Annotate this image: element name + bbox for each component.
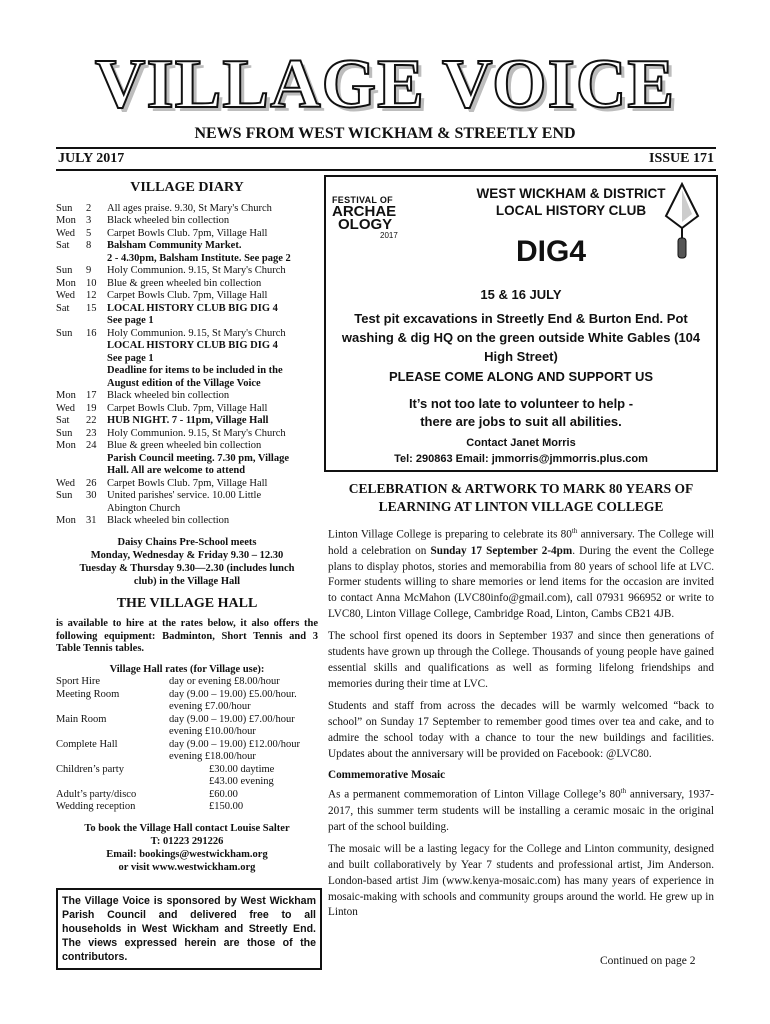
- issue-bar: [56, 147, 716, 171]
- booking-line: Email: bookings@westwickham.org: [106, 848, 268, 860]
- diary-date: 22: [86, 415, 97, 426]
- rate-price: £150.00: [209, 801, 244, 812]
- booking-line: or visit www.westwickham.org: [118, 861, 256, 873]
- diary-text: Carpet Bowls Club. 7pm, Village Hall: [107, 227, 268, 239]
- diary-day: [56, 353, 86, 366]
- diary-text: HUB NIGHT. 7 - 11pm, Village Hall: [107, 415, 269, 426]
- diary-text: Carpet Bowls Club. 7pm, Village Hall: [107, 402, 268, 414]
- diary-day: Sun: [56, 265, 73, 276]
- diary-text: Holy Communion. 9.15, St Mary's Church: [107, 265, 286, 276]
- diary-entry: [56, 465, 318, 478]
- diary-day: [56, 453, 86, 466]
- diary-entry: [56, 515, 318, 528]
- rate-row: [56, 701, 318, 714]
- article-paragraph: Linton Village College is preparing to celebrate its 80th anniversary. The College will hold a celebration on Sunday 17 September 2-4pm. During the event the College plans to display photos, stories and memorabilia from 80 years of school life at LVC. Former students willing to share memories or lend items for the occasion are invited to contact Anna McMahon (LVC80info@gmail.com), call 07931 966952 or write to LVC80, Linton Village College, Cambridge Road, Linton, Cambs CB21 4JB.: [328, 527, 714, 621]
- diary-text: See page 1: [107, 315, 154, 326]
- diary-date: 24: [86, 440, 97, 451]
- diary-date: 2: [86, 202, 92, 214]
- diary-day: Sat: [56, 240, 70, 251]
- diary-day: Sat: [56, 415, 70, 426]
- article-subheading: Commemorative Mosaic: [328, 769, 446, 782]
- article-heading: CELEBRATION & ARTWORK TO MARK 80 YEARS OF LEARNING AT LINTON VILLAGE COLLEGE: [348, 481, 694, 514]
- diary-entry: [56, 253, 318, 266]
- rate-row: [56, 714, 318, 727]
- diary-list: [56, 203, 318, 528]
- rate-row: [56, 739, 318, 752]
- diary-entry: [56, 503, 318, 516]
- trowel-icon: [658, 182, 706, 262]
- hall-intro: is available to hire at the rates below, it also offers the following equipment: Badminton, Short Tennis and 3 Table Tennis tables.: [56, 618, 318, 654]
- diary-entry: [56, 328, 318, 341]
- diary-entry: [56, 303, 318, 316]
- diary-entry: [56, 215, 318, 228]
- rate-price: £30.00 daytime: [209, 763, 275, 775]
- issue-month: JULY 2017: [58, 151, 125, 166]
- booking-line: To book the Village Hall contact Louise Salter: [84, 822, 290, 834]
- diary-date: 23: [86, 427, 97, 439]
- diary-entry: [56, 403, 318, 416]
- diary-text: Holy Communion. 9.15, St Mary's Church: [107, 427, 286, 439]
- diary-date: [86, 365, 107, 378]
- rates-heading: Village Hall rates (for Village use):: [109, 663, 265, 675]
- club-name: WEST WICKHAM & DISTRICT LOCAL HISTORY CLUB: [476, 186, 666, 218]
- rate-price: day (9.00 – 19.00) £12.00/hour: [169, 738, 300, 750]
- diary-text: 2 - 4.30pm, Balsham Institute. See page 2: [107, 252, 291, 264]
- diary-date: 30: [86, 490, 97, 501]
- diary-day: [56, 365, 86, 378]
- diary-day: Sun: [56, 427, 73, 439]
- festival-of-archaeology-logo: FESTIVAL OF ARCHAE OLOGY 2017: [332, 195, 398, 240]
- diary-entry: [56, 315, 318, 328]
- diary-entry: [56, 228, 318, 241]
- diary-entry: [56, 290, 318, 303]
- diary-entry: [56, 378, 318, 391]
- diary-entry: [56, 203, 318, 216]
- daisy-chains-notice: [56, 536, 318, 588]
- diary-date: [86, 315, 107, 328]
- diary-text: Blue & green wheeled bin collection: [107, 277, 262, 289]
- rate-row: [56, 801, 318, 814]
- diary-entry: [56, 490, 318, 503]
- diary-day: [56, 315, 86, 328]
- daisy-line: Daisy Chains Pre-School meets: [117, 536, 257, 548]
- diary-date: 8: [86, 240, 92, 251]
- diary-date: [86, 353, 107, 366]
- diary-text: Parish Council meeting. 7.30 pm, Village: [107, 452, 289, 464]
- rates-list: [56, 676, 318, 814]
- diary-entry: [56, 440, 318, 453]
- rate-price: £43.00 evening: [209, 776, 274, 787]
- rate-price: evening £10.00/hour: [169, 726, 256, 737]
- diary-text: All ages praise. 9.30, St Mary's Church: [107, 202, 272, 214]
- rate-item: [56, 726, 169, 739]
- article-paragraph: As a permanent commemoration of Linton Village College’s 80th anniversary, 1937- 2017, this summer term students will be installing a ceramic mosaic in the original part of the school building.: [328, 787, 714, 833]
- diary-date: 10: [86, 277, 97, 289]
- article-body: [328, 524, 714, 927]
- diary-date: [86, 453, 107, 466]
- diary-text: Hall. All are welcome to attend: [107, 465, 246, 476]
- dig-volunteer: It’s not too late to volunteer to help - there are jobs to suit all abilities.: [408, 396, 634, 429]
- rate-item: Main Room: [56, 713, 107, 725]
- diary-text: Abington Church: [107, 502, 181, 514]
- left-column: [56, 178, 318, 874]
- diary-entry: [56, 265, 318, 278]
- article-paragraph: The mosaic will be a lasting legacy for the College and Linton community, designed and built collaboratively by Year 7 students and professional artist, Jim Anderson. London-based artist Jim (www.kenya-mosaic.com) has many years of experience in mosaic-making with schools and community groups around the world. He grew up in Linton: [328, 842, 714, 919]
- sponsor-box: The Village Voice is sponsored by West Wickham Parish Council and delivered free to all households in West Wickham and Streetly End. The views expressed herein are those of the contributors.: [56, 888, 322, 970]
- diary-text: Black wheeled bin collection: [107, 215, 230, 226]
- diary-day: Mon: [56, 515, 76, 526]
- diary-date: 9: [86, 265, 92, 276]
- rate-price: day (9.00 – 19.00) £7.00/hour: [169, 713, 295, 725]
- masthead-title: VILLAGE VOICE: [94, 46, 676, 123]
- diary-date: [86, 503, 107, 516]
- diary-text: August edition of the Village Voice: [107, 377, 261, 389]
- diary-entry: [56, 340, 318, 353]
- diary-date: [86, 340, 107, 353]
- diary-entry: [56, 390, 318, 403]
- diary-text: Carpet Bowls Club. 7pm, Village Hall: [107, 290, 268, 301]
- daisy-line: club) in the Village Hall: [133, 575, 241, 587]
- diary-date: 3: [86, 215, 92, 226]
- dig-dates: 15 & 16 JULY: [480, 287, 562, 302]
- diary-day: [56, 503, 86, 516]
- diary-date: 5: [86, 227, 92, 239]
- hall-heading: THE VILLAGE HALL: [116, 595, 258, 611]
- rate-item: Wedding reception: [56, 801, 136, 812]
- diary-entry: [56, 365, 318, 378]
- dig-call-to-action: PLEASE COME ALONG AND SUPPORT US: [388, 369, 654, 384]
- diary-day: Mon: [56, 215, 76, 226]
- diary-date: 17: [86, 390, 97, 401]
- rate-item: [56, 776, 169, 789]
- rate-item: Adult’s party/disco: [56, 788, 137, 800]
- rate-item: [56, 701, 169, 714]
- diary-day: Wed: [56, 477, 75, 489]
- booking-info: [56, 822, 318, 874]
- diary-text: Blue & green wheeled bin collection: [107, 440, 262, 451]
- rate-item: [56, 751, 169, 764]
- diary-day: Sun: [56, 327, 73, 339]
- diary-day: Mon: [56, 277, 76, 289]
- diary-text: LOCAL HISTORY CLUB BIG DIG 4: [107, 302, 278, 314]
- diary-day: Sat: [56, 302, 70, 314]
- diary-text: United parishes' service. 10.00 Little: [107, 490, 262, 501]
- rate-row: [56, 751, 318, 764]
- dig-box: [324, 175, 718, 472]
- article-paragraph: The school first opened its doors in September 1937 and since then generations of students have grown up through the College. Thousands of young people have gained essential skills and qualifications as well as forming lifelong friendships and memories during their time at LVC.: [328, 630, 714, 690]
- daisy-line: Tuesday & Thursday 9.30—2.30 (includes lunch: [79, 562, 295, 574]
- diary-date: [86, 378, 107, 391]
- rate-row: [56, 726, 318, 739]
- diary-text: Black wheeled bin collection: [107, 515, 230, 526]
- diary-entry: [56, 478, 318, 491]
- diary-date: 12: [86, 290, 97, 301]
- dig-title: DIG4: [515, 235, 587, 268]
- diary-text: Carpet Bowls Club. 7pm, Village Hall: [107, 477, 268, 489]
- diary-day: Sun: [56, 202, 73, 214]
- diary-text: Balsham Community Market.: [107, 240, 242, 251]
- diary-date: [86, 253, 107, 266]
- diary-day: [56, 340, 86, 353]
- rate-item: Meeting Room: [56, 688, 120, 700]
- rate-price: £60.00: [209, 788, 238, 800]
- diary-entry: [56, 428, 318, 441]
- diary-day: Sun: [56, 490, 73, 501]
- dig-contact: Contact Janet Morris Tel: 290863 Email: jmmorris@jmmorris.plus.com: [394, 437, 648, 465]
- diary-date: 19: [86, 402, 97, 414]
- masthead-subtitle: NEWS FROM WEST WICKHAM & STREETLY END: [194, 125, 576, 142]
- rate-row: [56, 689, 318, 702]
- diary-text: See page 1: [107, 352, 154, 364]
- diary-entry: [56, 353, 318, 366]
- diary-text: Holy Communion. 9.15, St Mary's Church: [107, 327, 286, 339]
- diary-day: [56, 253, 86, 266]
- rate-price: day (9.00 – 19.00) £5.00/hour.: [169, 688, 297, 700]
- diary-day: [56, 378, 86, 391]
- diary-entry: [56, 453, 318, 466]
- diary-date: 26: [86, 477, 97, 489]
- rate-row: [56, 764, 318, 777]
- diary-day: Mon: [56, 390, 76, 401]
- diary-day: Wed: [56, 290, 75, 301]
- rate-item: Sport Hire: [56, 676, 101, 687]
- diary-entry: [56, 415, 318, 428]
- diary-text: Black wheeled bin collection: [107, 390, 230, 401]
- diary-date: 31: [86, 515, 97, 526]
- diary-text: LOCAL HISTORY CLUB BIG DIG 4: [107, 340, 278, 351]
- issue-number: ISSUE 171: [649, 151, 714, 166]
- diary-entry: [56, 240, 318, 253]
- rate-row: [56, 676, 318, 689]
- diary-text: Deadline for items to be included in the: [107, 365, 283, 376]
- diary-date: 15: [86, 302, 97, 314]
- diary-day: Wed: [56, 227, 75, 239]
- diary-heading: VILLAGE DIARY: [130, 180, 244, 195]
- rate-row: [56, 789, 318, 802]
- rate-price: evening £7.00/hour: [169, 701, 251, 712]
- dig-description: Test pit excavations in Streetly End & Burton End. Pot washing & dig HQ on the green outside White Gables (104 High Street): [341, 311, 701, 364]
- diary-day: Mon: [56, 440, 76, 451]
- booking-line: T: 01223 291226: [150, 835, 224, 847]
- diary-date: [86, 465, 107, 478]
- continued-note: Continued on page 2: [600, 955, 696, 967]
- diary-date: 16: [86, 327, 97, 339]
- diary-entry: [56, 278, 318, 291]
- diary-day: Wed: [56, 402, 75, 414]
- daisy-line: Monday, Wednesday & Friday 9.30 – 12.30: [90, 549, 284, 561]
- diary-day: [56, 465, 86, 478]
- article-paragraph: Students and staff from across the decades will be warmly welcomed “back to school” on Sunday 17 September to remember good times over tea and cake, and to admire the school today with a chance to tour the new buildings and facilities. Updates about the anniversary will be provided on Facebook: @LVC80.: [328, 699, 714, 760]
- rate-item: Complete Hall: [56, 738, 118, 750]
- rate-price: day or evening £8.00/hour: [169, 676, 280, 687]
- rate-item: Children’s party: [56, 763, 124, 775]
- rate-price: evening £18.00/hour: [169, 751, 256, 762]
- rate-row: [56, 776, 318, 789]
